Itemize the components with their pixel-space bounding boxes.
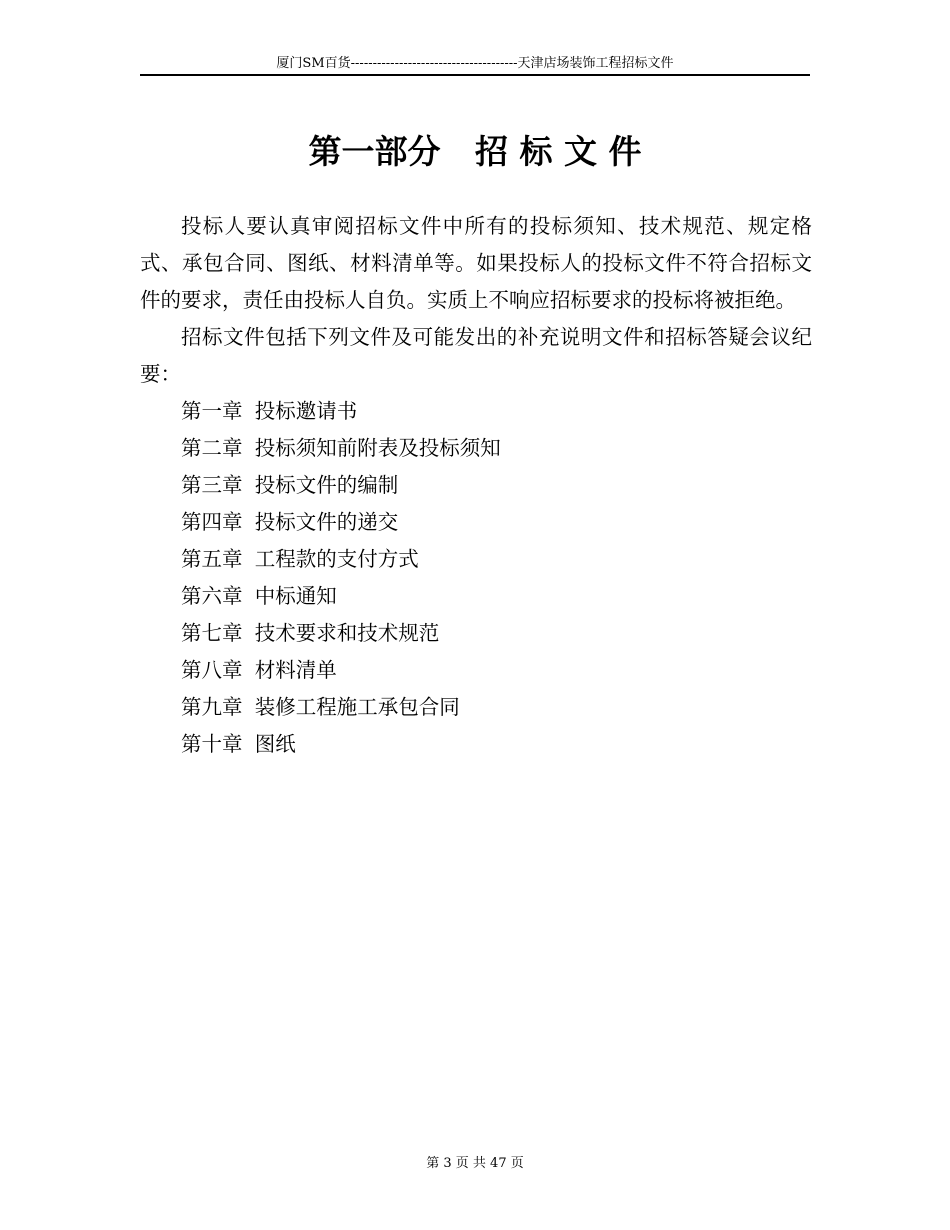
chapter-title: 装修工程施工承包合同: [254, 695, 460, 719]
chapter-item: [140, 652, 812, 689]
document-body: [140, 208, 812, 763]
chapter-title: 投标邀请书: [254, 399, 358, 423]
chapter-number: 第七章: [181, 621, 243, 645]
chapter-title: 材料清单: [254, 658, 337, 682]
header-divider: [140, 74, 810, 76]
contents-intro-paragraph: 招标文件包括下列文件及可能发出的补充说明文件和招标答疑会议纪要：: [140, 325, 812, 386]
chapter-title: 工程款的支付方式: [254, 547, 419, 571]
chapter-title: 投标文件的编制: [254, 473, 399, 497]
chapter-item: [140, 541, 812, 578]
chapter-number: 第二章: [181, 436, 243, 460]
intro-paragraph: 投标人要认真审阅招标文件中所有的投标须知、技术规范、规定格式、承包合同、图纸、材料清单等。如果投标人的投标文件不符合招标文件的要求，责任由投标人自负。实质上不响应招标要求的投标将被拒绝。: [140, 214, 812, 312]
chapter-number: 第三章: [181, 473, 243, 497]
chapter-item: [140, 578, 812, 615]
chapter-number: 第八章: [181, 658, 243, 682]
page-number-footer: 第 3 页 共 47 页: [426, 1156, 524, 1171]
chapter-number: 第十章: [181, 732, 243, 756]
chapter-number: 第一章: [181, 399, 243, 423]
chapter-item: [140, 467, 812, 504]
chapter-item: [140, 689, 812, 726]
chapter-title: 技术要求和技术规范: [254, 621, 440, 645]
chapter-number: 第六章: [181, 584, 243, 608]
chapter-number: 第九章: [181, 695, 243, 719]
chapter-item: [140, 504, 812, 541]
chapter-title: 投标文件的递交: [254, 510, 399, 534]
chapter-item: [140, 430, 812, 467]
chapter-number: 第五章: [181, 547, 243, 571]
chapter-title: 图纸: [254, 732, 296, 756]
chapter-title: 中标通知: [254, 584, 337, 608]
chapter-title: 投标须知前附表及投标须知: [254, 436, 501, 460]
chapter-item: [140, 393, 812, 430]
chapter-number: 第四章: [181, 510, 243, 534]
chapter-item: [140, 615, 812, 652]
page-title: 第一部分 招 标 文 件: [308, 132, 642, 171]
chapter-item: [140, 726, 812, 763]
page-header: 厦门SM百货--------------------------------------天津店场装饰工程招标文件: [276, 56, 674, 71]
chapter-list: [140, 393, 812, 763]
